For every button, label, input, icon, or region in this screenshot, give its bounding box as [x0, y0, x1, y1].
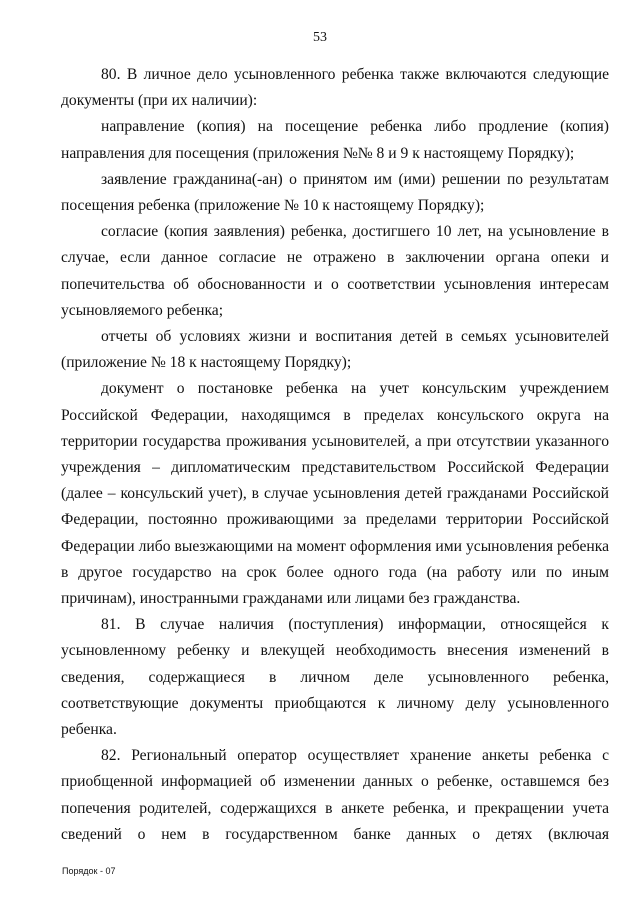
paragraph-consular-registration: документ о постановке ребенка на учет консульским учреждением Российской Федерации, находящимся в пределах консульского округа на территории государства проживания усыновителей, а при отсутствии указанного учреждения – дипломатическим представительством Российской Федерации (далее – консульский учет), в случае усыновления детей гражданами Российской Федерации, постоянно проживающими за пределами территории Российской Федерации либо выезжающими на момент оформления ими усыновления ребенка в другое государство на срок более одного года (на работу или по иным причинам), иностранными гражданами или лицами без гражданства. [61, 380, 609, 608]
footer-label: Порядок - 07 [62, 866, 116, 876]
paragraph-80: 80. В личное дело усыновленного ребенка также включаются следующие документы (при их наличии): [61, 66, 609, 110]
page-number: 53 [313, 30, 327, 45]
paragraph-81: 81. В случае наличия (поступления) информации, относящейся к усыновленному ребенку и влекущей необходимость внесения изменений в сведения, содержащиеся в личном деле усыновленного ребенка, соответствующие документы приобщаются к личному делу усыновленного ребенка. [61, 616, 609, 739]
paragraph-reports: отчеты об условиях жизни и воспитания детей в семьях усыновителей (приложение № 18 к настоящему Порядку); [61, 328, 609, 372]
paragraph-82: 82. Региональный оператор осуществляет хранение анкеты ребенка с приобщенной информацией об изменении данных о ребенке, оставшемся без попечения родителей, содержащихся в анкете ребенка, и прекращении учета сведений о нем в государственном банке данных о детях (включая [61, 747, 609, 843]
paragraph-child-consent: согласие (копия заявления) ребенка, достигшего 10 лет, на усыновление в случае, если данное согласие не отражено в заключении органа опеки и попечительства об обоснованности и о соответствии усыновления интересам усыновляемого ребенка; [61, 223, 609, 319]
paragraph-citizen-statement: заявление гражданина(-ан) о принятом им (ими) решении по результатам посещения ребенка (приложение № 10 к настоящему Порядку); [61, 170, 609, 215]
paragraph-referral: направление (копия) на посещение ребенка либо продление (копия) направления для посещения (приложения №№ 8 и 9 к настоящему Порядку); [61, 118, 609, 162]
document-body [61, 62, 609, 848]
